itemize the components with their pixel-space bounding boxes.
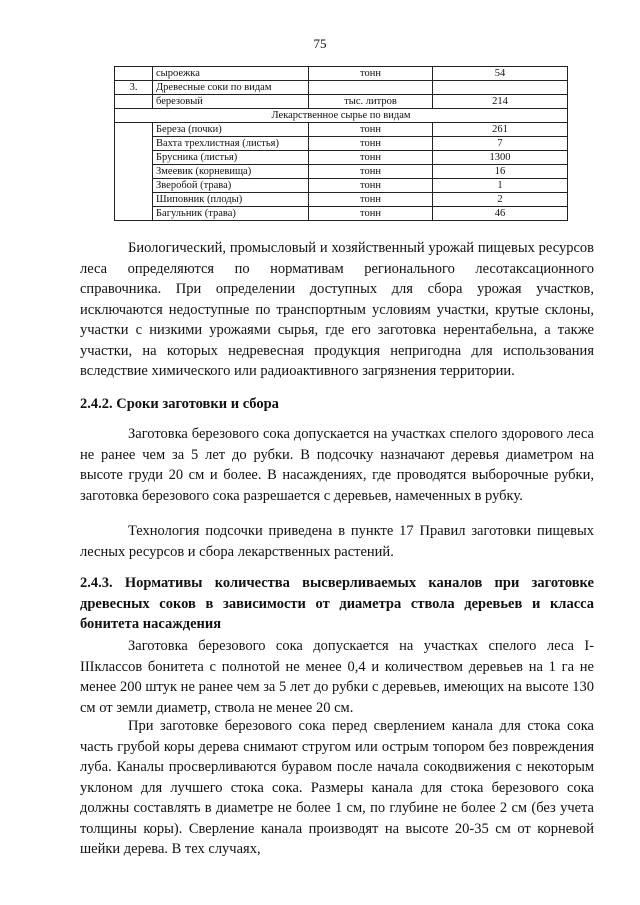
table-row: [115, 165, 568, 179]
resource-name: сыроежка: [153, 67, 309, 81]
unit: тонн: [309, 67, 433, 81]
unit: тонн: [309, 151, 433, 165]
unit: тонн: [309, 123, 433, 137]
table-row: [115, 95, 568, 109]
value: 1: [433, 179, 568, 193]
value: 16: [433, 165, 568, 179]
row-number: [115, 67, 153, 81]
paragraph: При заготовке березового сока перед сверлением канала для стока сока часть грубой коры дерева снимают стругом или острым топором без повреждения луба. Каналы просверливаются буравом после начала сокодвижения с некоторым уклоном для лучшего стока сока. Размеры канала для стока березового сока должны составлять в диаметре не более 1 см, по глубине не более 2 см (без учета толщины коры). Сверление канала производят на высоте 20-35 см от корневой шейки дерева. В тех случаях,: [80, 718, 594, 857]
paragraph: Заготовка березового сока допускается на участках спелого леса I-IIIклассов бонитета с полнотой не менее 0,4 и количеством деревьев на 1 га не менее 200 штук не ранее чем за 5 лет до рубки с деревьев, имеющих на высоте 130 см от земли диаметр, ствола не менее 20 см.: [80, 638, 594, 716]
table-row: [115, 151, 568, 165]
page-number: 75: [313, 36, 327, 51]
table-row: [115, 123, 568, 137]
resource-name: Зверобой (трава): [153, 179, 309, 193]
section-heading: 2.4.3. Нормативы количества высверливаемых каналов при заготовке древесных соков в зависимости от диаметра ствола деревьев и класса бонитета насаждения: [80, 575, 594, 632]
paragraph: Заготовка березового сока допускается на участках спелого здорового леса не ранее чем за 5 лет до рубки. В подсочку назначают деревья диаметром на высоте груди 20 см и более. В насаждениях, где проводятся выборочные рубки, заготовка березового сока разрешается с деревьев, намеченных в рубку.: [80, 426, 594, 504]
resource-name: Древесные соки по видам: [153, 81, 309, 95]
body-text-block-5: [80, 716, 594, 860]
table-row: [115, 81, 568, 95]
resource-name: Змеевик (корневища): [153, 165, 309, 179]
unit: тонн: [309, 193, 433, 207]
resource-name: Шиповник (плоды): [153, 193, 309, 207]
value: 2: [433, 193, 568, 207]
section-header: Лекарственное сырье по видам: [115, 109, 568, 123]
unit: [309, 81, 433, 95]
row-number: [115, 95, 153, 109]
section-heading-2-4-3-block: [80, 573, 594, 635]
table-section-header: [115, 109, 568, 123]
paragraph: Биологический, промысловый и хозяйственный урожай пищевых ресурсов леса определяются по нормативам регионального лесотаксационного справочника. При определении доступных для сбора урожая участков, исключаются недоступные по транспортным условиям участки, крутые склоны, участки с низкими урожаями сырья, где его заготовка нерентабельна, а также участки, на которых недревесная продукция непригодна для использования вследствие химического или радиоактивного загрязнения территории.: [80, 240, 594, 379]
value: 54: [433, 67, 568, 81]
value: 214: [433, 95, 568, 109]
body-text-block-4: [80, 636, 594, 718]
resource-name: березовый: [153, 95, 309, 109]
unit: тонн: [309, 165, 433, 179]
resource-name: Вахта трехлистная (листья): [153, 137, 309, 151]
value: 7: [433, 137, 568, 151]
body-text-block-2: [80, 424, 594, 506]
resource-name: Багульник (трава): [153, 207, 309, 221]
section-heading-2-4-2-block: [80, 394, 594, 415]
unit: тонн: [309, 137, 433, 151]
value: 1300: [433, 151, 568, 165]
value: 261: [433, 123, 568, 137]
resource-name: Береза (почки): [153, 123, 309, 137]
row-number: 3.: [115, 81, 153, 95]
value: [433, 81, 568, 95]
unit: тонн: [309, 179, 433, 193]
table-row: [115, 207, 568, 221]
resources-table: [114, 66, 568, 221]
unit: тонн: [309, 207, 433, 221]
table-row: [115, 137, 568, 151]
body-text-block-1: [80, 238, 594, 382]
value: 46: [433, 207, 568, 221]
table-row: [115, 193, 568, 207]
unit: тыс. литров: [309, 95, 433, 109]
row-number: [115, 123, 153, 221]
table-row: [115, 67, 568, 81]
section-heading: 2.4.2. Сроки заготовки и сбора: [80, 396, 279, 412]
body-text-block-3: [80, 521, 594, 562]
paragraph: Технология подсочки приведена в пункте 17 Правил заготовки пищевых лесных ресурсов и сбора лекарственных растений.: [80, 523, 594, 560]
table-row: [115, 179, 568, 193]
resource-name: Брусника (листья): [153, 151, 309, 165]
